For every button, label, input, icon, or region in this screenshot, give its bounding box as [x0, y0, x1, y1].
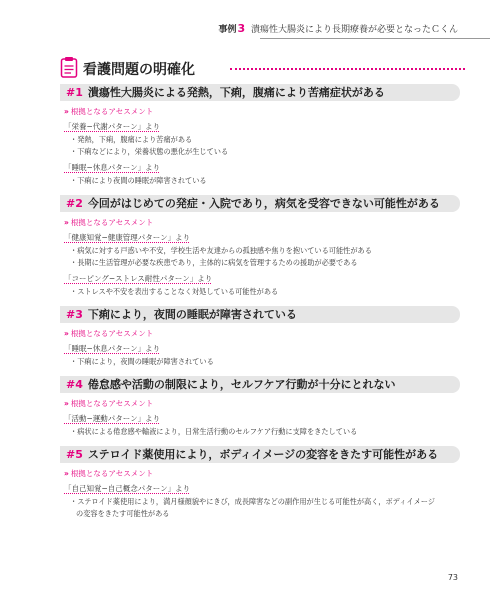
assessment-bullet: ・下痢により，夜間の睡眠が障害されている: [70, 357, 214, 366]
section-title: 看護問題の明確化: [83, 62, 195, 78]
basis-label: [64, 106, 460, 117]
problem-number: #3: [66, 308, 83, 321]
basis-label-text: 根拠となるアセスメント: [70, 107, 154, 116]
section-title-row: [60, 56, 465, 78]
title-dotted-rule: [230, 68, 465, 70]
basis-label: [64, 328, 460, 339]
assessment-pattern-label: 「睡眠−休息パターン」より: [64, 344, 161, 353]
case-label: 事例: [218, 25, 237, 35]
problem-title: 潰瘍性大腸炎による発熱，下痢，腹痛により苦痛症状がある: [87, 86, 385, 99]
problem-title: 倦怠感や活動の制限により，セルフケア行動が十分にとれない: [87, 378, 396, 391]
assessment-bullet: ・病気に対する戸惑いや不安，学校生活や友達からの孤独感や焦りを抱いている可能性がある: [70, 246, 372, 255]
assessment-pattern-label: 「自己知覚−自己概念パターン」より: [64, 484, 191, 493]
assessment-pattern-label: 「健康知覚−健康管理パターン」より: [64, 233, 191, 242]
assessment-bullet: ・ストレスや不安を表出することなく対処している可能性がある: [70, 287, 279, 296]
nursing-problem: [60, 376, 460, 438]
problem-number: #2: [66, 197, 83, 210]
problem-title: 今回がはじめての発症・入院であり，病気を受容できない可能性がある: [87, 197, 440, 210]
basis-label: [64, 217, 460, 228]
problem-title: ステロイド薬使用により，ボディイメージの変容をきたす可能性がある: [87, 448, 439, 461]
problem-heading: [60, 195, 460, 212]
assessment-bullet: ・下痢により夜間の睡眠が障害されている: [70, 176, 207, 185]
clipboard-icon: [60, 56, 78, 78]
double-chevron-icon: »: [64, 469, 69, 478]
assessment-bullet: ・下痢などにより，栄養状態の悪化が生じている: [70, 147, 229, 156]
basis-label: [64, 468, 460, 479]
case-title: 潰瘍性大腸炎により長期療養が必要となったＣくん: [250, 25, 458, 35]
assessment-bullet: ・発熱，下痢，腹痛により苦痛がある: [70, 135, 193, 144]
nursing-problem: [60, 306, 460, 368]
problem-number: #1: [66, 86, 83, 99]
problem-heading: [60, 306, 460, 323]
case-number: 3: [237, 22, 246, 35]
nursing-problem: [60, 195, 460, 298]
double-chevron-icon: »: [64, 329, 69, 338]
problem-number: #4: [66, 378, 83, 391]
problem-list: [60, 84, 460, 528]
double-chevron-icon: »: [64, 107, 69, 116]
basis-label-text: 根拠となるアセスメント: [70, 399, 154, 408]
problem-heading: [60, 84, 460, 101]
assessment-pattern-label: 「睡眠−休息パターン」より: [64, 163, 161, 172]
problem-number: #5: [66, 448, 83, 461]
assessment-pattern-label: 「活動−運動パターン」より: [64, 414, 161, 423]
assessment-bullet: ・ステロイド薬使用により，満月様顔貌やにきび，成長障害などの副作用が生じる可能性が高く，ボディイメージの変容をきたす可能性がある: [70, 497, 435, 518]
double-chevron-icon: »: [64, 399, 69, 408]
header-rule: [260, 38, 490, 39]
nursing-problem: [60, 84, 460, 187]
basis-label-text: 根拠となるアセスメント: [70, 218, 154, 227]
nursing-problem: [60, 446, 460, 520]
basis-label: [64, 398, 460, 409]
running-header: [218, 22, 458, 35]
problem-heading: [60, 376, 460, 393]
assessment-bullet: ・病状による倦怠感や輸液により，日常生活行動のセルフケア行動に支障をきたしている: [70, 427, 358, 436]
page-number: 73: [447, 573, 458, 582]
assessment-pattern-label: 「コーピング−ストレス耐性パターン」より: [64, 274, 213, 283]
double-chevron-icon: »: [64, 218, 69, 227]
assessment-pattern-label: 「栄養−代謝パターン」より: [64, 122, 161, 131]
assessment-bullet: ・長期に生活管理が必要な疾患であり，主体的に病気を管理するための援助が必要である: [70, 258, 358, 267]
problem-title: 下痢により，夜間の睡眠が障害されている: [87, 308, 297, 321]
basis-label-text: 根拠となるアセスメント: [70, 469, 154, 478]
problem-heading: [60, 446, 460, 463]
basis-label-text: 根拠となるアセスメント: [70, 329, 154, 338]
